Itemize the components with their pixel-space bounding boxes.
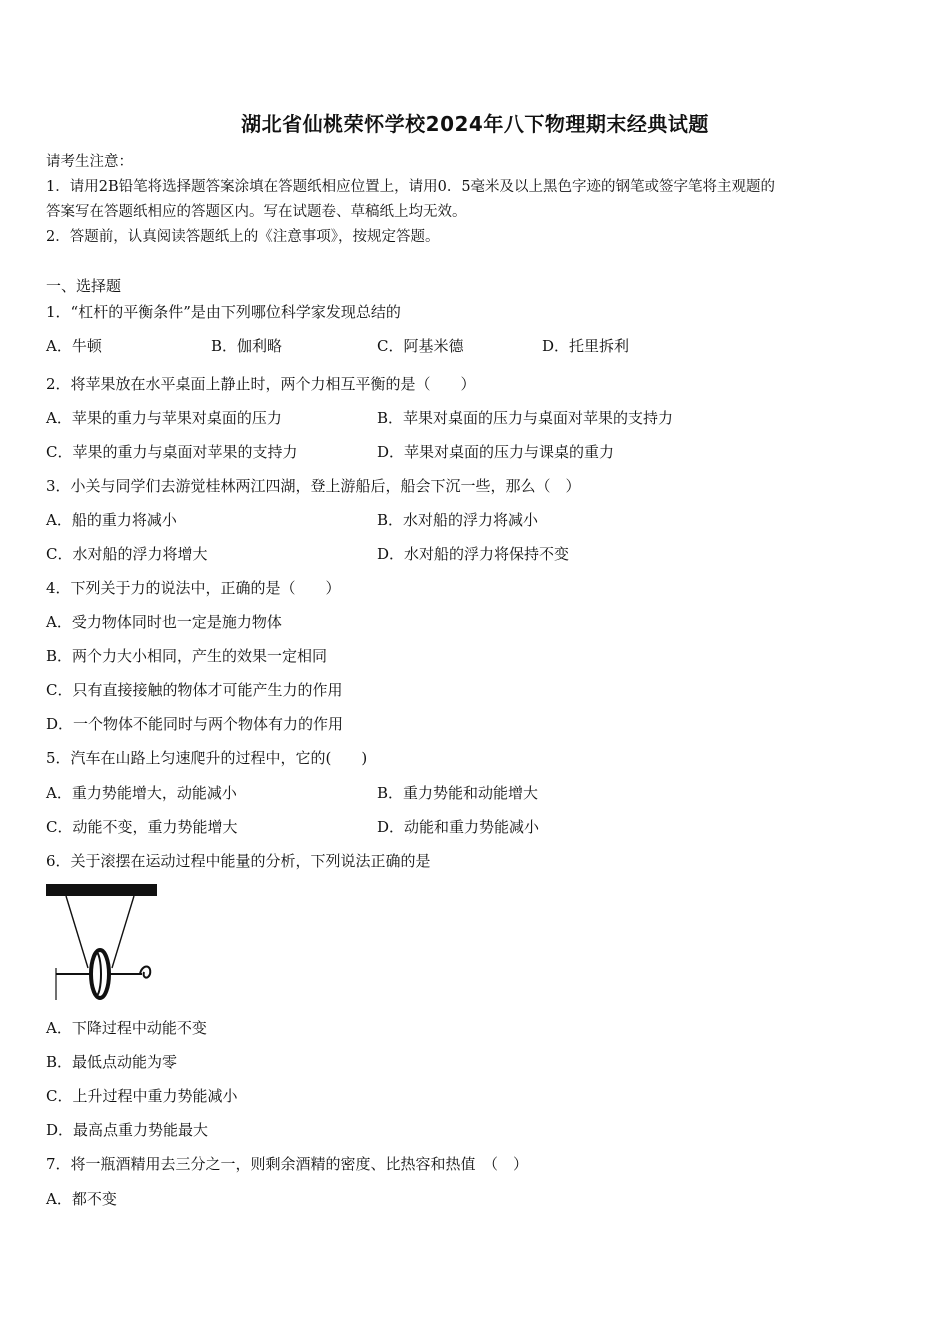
question-2-option-c: C．苹果的重力与桌面对苹果的支持力 — [46, 443, 298, 461]
question-2-stem: 2．将苹果放在水平桌面上静止时，两个力相互平衡的是（ ） — [46, 375, 476, 393]
question-5-option-b: B．重力势能和动能增大 — [377, 784, 539, 802]
question-7-option-a: A．都不变 — [46, 1190, 117, 1208]
question-4-option-c: C．只有直接接触的物体才可能产生力的作用 — [46, 681, 343, 699]
question-2-option-a: A．苹果的重力与苹果对桌面的压力 — [46, 409, 282, 427]
question-5-option-c: C．动能不变，重力势能增大 — [46, 818, 238, 836]
question-5-option-d: D．动能和重力势能减小 — [377, 818, 540, 836]
question-6-option-a: A．下降过程中动能不变 — [46, 1019, 207, 1037]
question-2-option-d: D．苹果对桌面的压力与课桌的重力 — [377, 443, 615, 461]
question-3-option-c: C．水对船的浮力将增大 — [46, 545, 208, 563]
question-7-stem: 7．将一瓶酒精用去三分之一，则剩余酒精的密度、比热容和热值 （ ） — [46, 1155, 529, 1173]
notice-item-2: 2．答题前，认真阅读答题纸上的《注意事项》，按规定答题。 — [46, 229, 440, 245]
section-heading: 一、选择题 — [46, 277, 122, 295]
notice-item-1-line-1: 1．请用2B铅笔将选择题答案涂填在答题纸相应位置上，请用0．5毫米及以上黑色字迹的钢笔或签字笔将主观题的 — [46, 179, 776, 195]
question-1-option-b: B．伽利略 — [211, 337, 283, 355]
notice-heading: 请考生注意： — [46, 154, 133, 170]
maxwell-pendulum-figure — [44, 882, 160, 1004]
question-4-stem: 4．下列关于力的说法中，正确的是（ ） — [46, 579, 341, 597]
page-title: 湖北省仙桃荣怀学校2024年八下物理期末经典试题 — [241, 112, 709, 136]
question-1-stem: 1．“杠杆的平衡条件”是由下列哪位科学家发现总结的 — [46, 303, 401, 321]
question-5-option-a: A．重力势能增大，动能减小 — [46, 784, 237, 802]
question-6-stem: 6．关于滚摆在运动过程中能量的分析，下列说法正确的是 — [46, 852, 431, 870]
question-3-stem: 3．小关与同学们去游觉桂林两江四湖，登上游船后，船会下沉一些，那么（ ） — [46, 477, 581, 495]
pendulum-string-left — [66, 896, 88, 968]
question-4-option-b: B．两个力大小相同，产生的效果一定相同 — [46, 647, 328, 665]
question-2-option-b: B．苹果对桌面的压力与桌面对苹果的支持力 — [377, 409, 674, 427]
pendulum-ceiling-bar — [46, 884, 157, 896]
question-1-option-d: D．托里拆利 — [542, 337, 630, 355]
notice-item-1-line-2: 答案写在答题纸相应的答题区内。写在试题卷、草稿纸上均无效。 — [46, 204, 467, 220]
question-5-stem: 5．汽车在山路上匀速爬升的过程中，它的( ) — [46, 749, 368, 767]
pendulum-string-right — [112, 896, 134, 968]
question-4-option-d: D．一个物体不能同时与两个物体有力的作用 — [46, 715, 344, 733]
question-3-option-b: B．水对船的浮力将减小 — [377, 511, 539, 529]
question-3-option-a: A．船的重力将减小 — [46, 511, 177, 529]
pendulum-axle-hook — [140, 967, 150, 978]
question-6-option-b: B．最低点动能为零 — [46, 1053, 178, 1071]
question-1-option-a: A．牛顿 — [46, 337, 102, 355]
question-3-option-d: D．水对船的浮力将保持不变 — [377, 545, 570, 563]
question-1-option-c: C．阿基米德 — [377, 337, 464, 355]
question-4-option-a: A．受力物体同时也一定是施力物体 — [46, 613, 282, 631]
question-6-option-c: C．上升过程中重力势能减小 — [46, 1087, 238, 1105]
question-6-option-d: D．最高点重力势能最大 — [46, 1121, 209, 1139]
